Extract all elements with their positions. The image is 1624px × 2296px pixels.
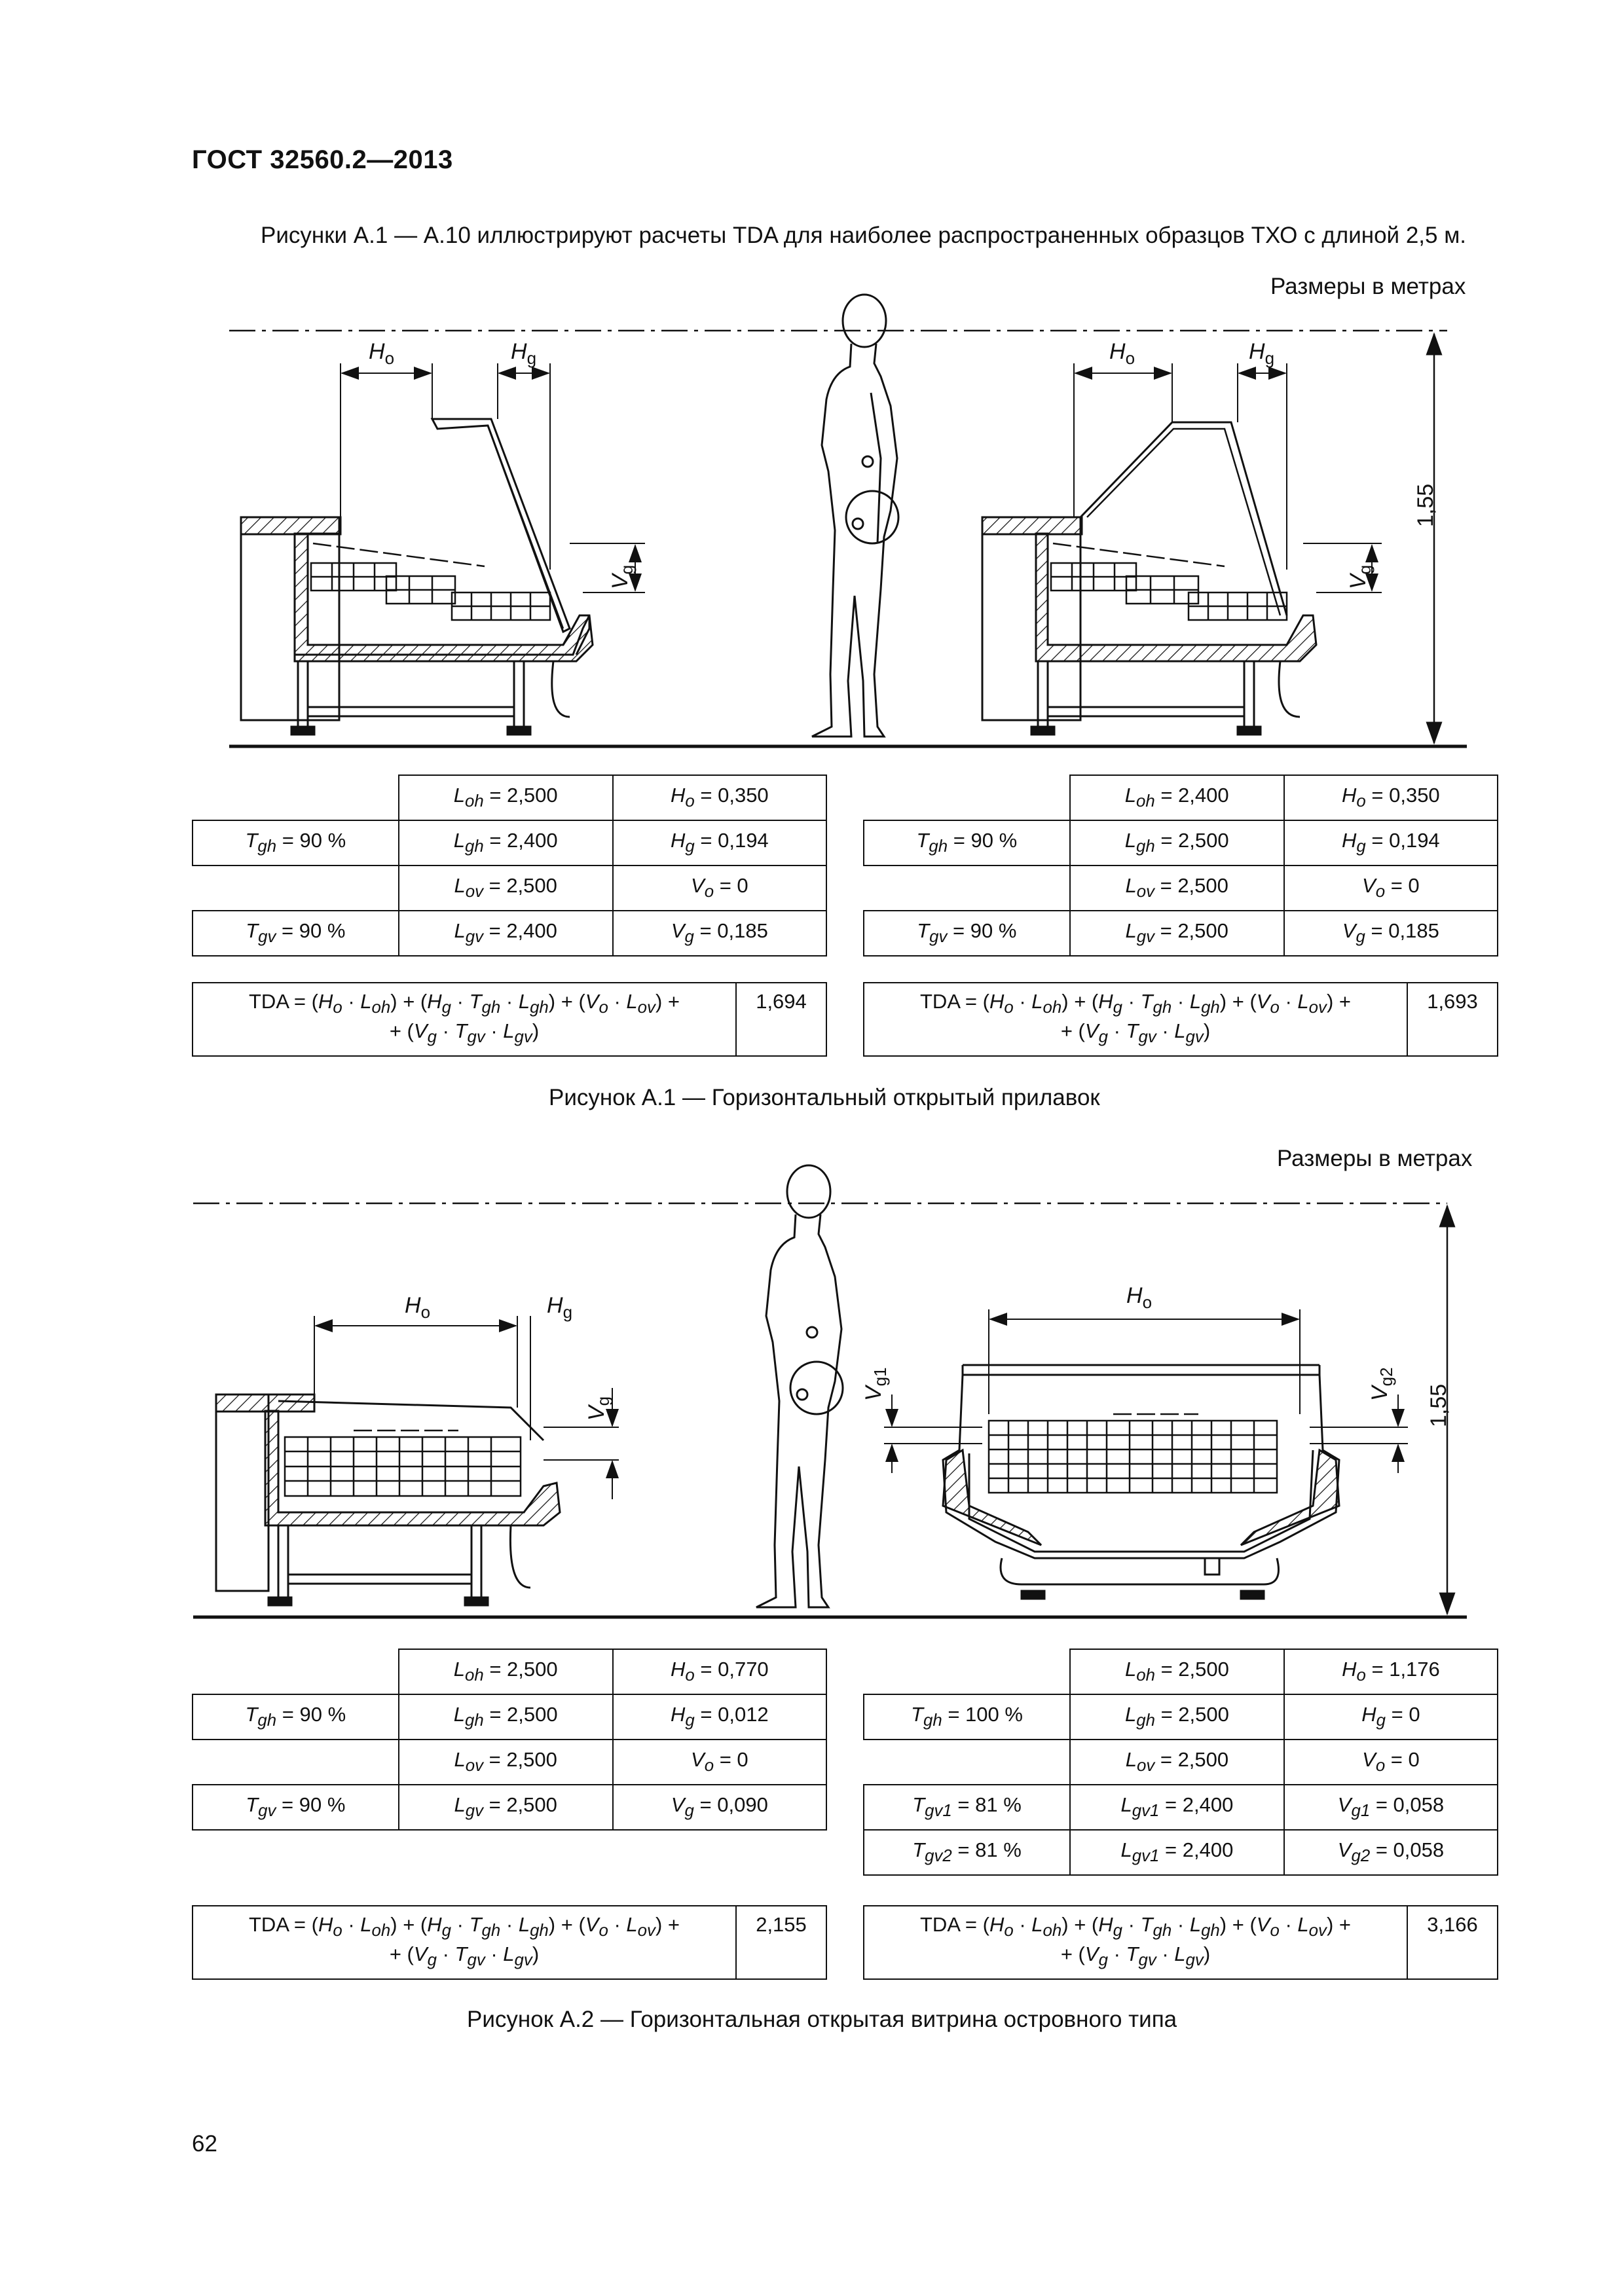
figure1-caption: Рисунок А.1 — Горизонтальный открытый прилавок [549,1085,1100,1110]
svg-text:Hg: $H_g$ [547,1293,573,1322]
fig2-right-tda-result: 3,166 [1407,1906,1498,1979]
units-note-fig2: Размеры в метрах [1277,1146,1473,1171]
svg-text:Hg: $H_g$ [1249,339,1275,368]
svg-text:Vg: $V_g$ [1346,564,1375,589]
fig1-left-tda-table: TDA = $(H_o \cdot L_{oh}) + (H_g \cdot T_{gh} \cdot L_{gh}) + (V_o \cdot L_{ov})$ + + $(V_g \cdot T_{gv} \cdot L_{gv})$ 1,694 [192,982,827,1057]
counter-right [982,363,1382,735]
showcase-island [884,1309,1408,1599]
showcase-left [216,1316,619,1605]
svg-text:Ho: $H_o$ [405,1293,431,1322]
human-figure-1 [812,295,898,737]
fig2-left-tda-result: 2,155 [736,1906,826,1979]
units-note-fig1: Размеры в метрах [1270,274,1466,299]
figure2-caption: Рисунок А.2 — Горизонтальная открытая витрина островного типа [467,2007,1177,2032]
height-label-fig2: 1,55 [1426,1383,1451,1427]
fig2-right-tda-table: TDA = $(H_o \cdot L_{oh}) + (H_g \cdot T_{gh} \cdot L_{gh}) + (V_o \cdot L_{ov})$ + + $(V_g \cdot T_{gv} \cdot L_{gv})$ 3,166 [863,1905,1498,1980]
svg-text:Ho: $H_o$ [1126,1283,1153,1312]
svg-text:Ho: $H_o$ [1109,339,1135,368]
svg-text:Hg: $H_g$ [511,339,537,368]
height-label-fig1: 1,55 [1413,483,1438,527]
svg-text:Vg1: $V_{g1}$ [861,1367,890,1401]
fig1-right-tda-result: 1,693 [1407,983,1498,1056]
svg-text:Vg: $V_g$ [584,1396,613,1421]
fig1-right-tda-table: TDA = $(H_o \cdot L_{oh}) + (H_g \cdot T_{gh} \cdot L_{gh}) + (V_o \cdot L_{ov})$ + + $(V_g \cdot T_{gv} \cdot L_{gv})$ 1,693 [863,982,1498,1057]
fig2-left-tda-table: TDA = $(H_o \cdot L_{oh}) + (H_g \cdot T_{gh} \cdot L_{gh}) + (V_o \cdot L_{ov})$ + + $(V_g \cdot T_{gv} \cdot L_{gv})$ 2,155 [192,1905,827,1980]
page-number: 62 [192,2131,217,2157]
fig1-left-tda-result: 1,694 [736,983,826,1056]
document-header: ГОСТ 32560.2—2013 [192,145,453,174]
intro-text: Рисунки А.1 — А.10 иллюстрируют расчеты TDA для наиболее распространенных образцов ТХО с длиной 2,5 м. [261,223,1466,248]
fig1-left-values-table: $L_{oh} = 2,500$ $H_o = 0,350$ $T_{gh} = 90$ % $L_{gh} = 2,400$ $H_g = 0,194$ $L_{ov} = 2,500$ $V_o = 0$ $T_{gv} = 90$ % $L_{gv} = 2,400$ $V_g = 0,185$ [192,774,827,957]
fig2-right-values-table: $L_{oh} = 2,500$ $H_o = 1,176$ $T_{gh} = 100$ % $L_{gh} = 2,500$ $H_g = 0$ $L_{ov} = 2,500$ $V_o = 0$ $T_{gv1} = 81$ % $L_{gv1} = 2,400$ $V_{g1} = 0,058$ $T_{gv2} = 81$ % $L_{gv1} = 2,400$ $V_{g2} = 0,058$ [863,1649,1498,1876]
counter-left [241,363,645,735]
svg-text:Ho: $H_o$ [369,339,395,368]
fig1-right-values-table: $L_{oh} = 2,400$ $H_o = 0,350$ $T_{gh} = 90$ % $L_{gh} = 2,500$ $H_g = 0,194$ $L_{ov} = 2,500$ $V_o = 0$ $T_{gv} = 90$ % $L_{gv} = 2,500$ $V_g = 0,185$ [863,774,1498,957]
figure2-drawing [193,1165,1467,1617]
human-figure-2 [756,1165,843,1607]
figure1-drawing [229,295,1467,746]
svg-text:Vg: $V_g$ [608,564,637,589]
fig2-left-values-table: $L_{oh} = 2,500$ $H_o = 0,770$ $T_{gh} = 90$ % $L_{gh} = 2,500$ $H_g = 0,012$ $L_{ov} = 2,500$ $V_o = 0$ $T_{gv} = 90$ % $L_{gv} = 2,500$ $V_g = 0,090$ [192,1649,827,1831]
svg-text:Vg2: $V_{g2}$ [1367,1367,1396,1401]
